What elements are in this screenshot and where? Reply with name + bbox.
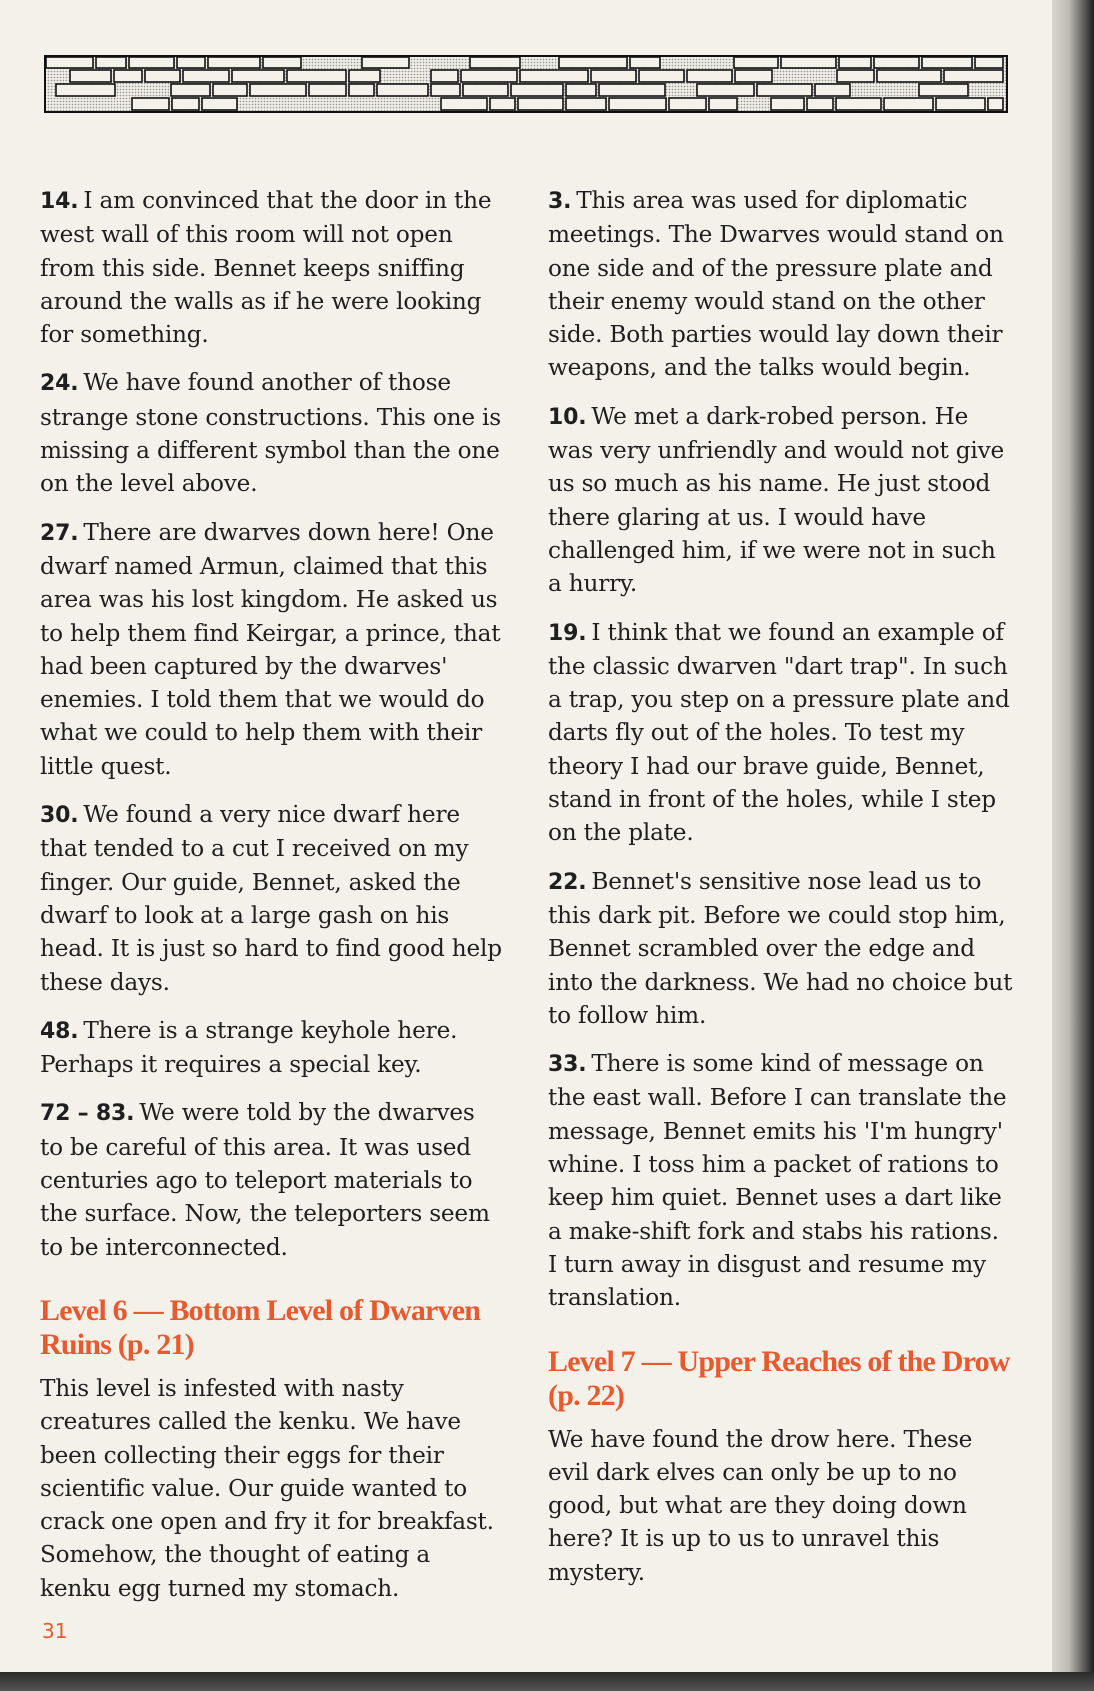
level-7-heading: Level 7 — Upper Reaches of the Drow (p. 22): [548, 1344, 1010, 1412]
entry-number: 72 – 83.: [40, 1101, 135, 1127]
entry-text: Bennet's sensitive nose lead us to this dark pit. Before we could stop him, Bennet scrambled over the edge and into the darkness. We had no choice but to follow him.: [548, 867, 1013, 1029]
entry-number: 22.: [548, 869, 587, 895]
scan-shadow: [0, 1672, 1094, 1691]
entry-text: We have found another of those strange stone constructions. This one is missing a different symbol than the one on the level above.: [40, 369, 501, 498]
entry-text: This area was used for diplomatic meetings. The Dwarves would stand on one side and of the pressure plate and their enemy would stand on the other side. Both parties would lay down their weapons, and the talks would begin.: [548, 187, 1004, 382]
entry-paragraph: [548, 184, 1013, 385]
level-6-heading: Level 6 — Bottom Level of Dwarven Ruins (p. 21): [40, 1293, 481, 1361]
entry-text: We found a very nice dwarf here that tended to a cut I received on my finger. Our guide, Bennet, asked the dwarf to look at a large gash on his head. It is just so hard to find good help these days.: [40, 801, 502, 996]
entry-paragraph: [548, 616, 1013, 850]
level-6-paragraph: This level is infested with nasty creatures called the kenku. We have been collecting their eggs for their scientific value. Our guide wanted to crack one open and fry it for breakfast. Somehow, the thought of eating a kenku egg turned my stomach.: [40, 1374, 494, 1602]
entry-paragraph: [40, 366, 502, 500]
entry-number: 27.: [40, 520, 79, 546]
entry-number: 30.: [40, 803, 79, 829]
entry-number: 14.: [40, 189, 79, 214]
page-number: 31: [42, 1619, 68, 1643]
entry-paragraph: [40, 1014, 502, 1082]
entry-paragraph: [548, 400, 1013, 601]
entry-number: 48.: [40, 1018, 79, 1044]
entry-text: I am convinced that the door in the west wall of this room will not open from this side. Bennet keeps sniffing around the walls as if he were looking for something.: [40, 187, 492, 349]
entry-paragraph: [40, 516, 502, 783]
entry-paragraph: [40, 1096, 502, 1263]
stone-wall-banner: [44, 55, 1008, 113]
page-edge: [1052, 0, 1094, 1691]
entry-number: 3.: [548, 189, 572, 214]
left-column: [40, 184, 502, 1620]
entry-number: 24.: [40, 371, 79, 397]
entry-paragraph: [40, 798, 502, 999]
entry-text: I think that we found an example of the classic dwarven "dart trap". In such a trap, you step on a pressure plate and darts fly out of the holes. To test my theory I had our brave guide, Bennet, stand in front of the holes, while I step on the plate.: [548, 618, 1010, 847]
entry-paragraph: [40, 184, 502, 351]
entry-number: 10.: [548, 404, 587, 430]
level-7-paragraph: We have found the drow here. These evil dark elves can only be up to no good, but what are they doing down here? It is up to us to unravel this mystery.: [548, 1425, 973, 1586]
entry-paragraph: [548, 865, 1013, 1032]
entry-text: There is some kind of message on the east wall. Before I can translate the message, Bennet emits his 'I'm hungry' whine. I toss him a packet of rations to keep him quiet. Bennet uses a dart like a make-shift fork and stabs his rations. I turn away in disgust and resume my translation.: [548, 1050, 1007, 1312]
entry-number: 33.: [548, 1052, 587, 1078]
entry-text: There is a strange keyhole here. Perhaps it requires a special key.: [40, 1016, 458, 1079]
entry-text: We met a dark-robed person. He was very unfriendly and would not give us so much as his name. He just stood there glaring at us. I would have challenged him, if we were not in such a hurry.: [548, 402, 1005, 598]
entry-paragraph: [548, 1047, 1013, 1314]
right-column: [548, 184, 1013, 1604]
entry-number: 19.: [548, 620, 587, 646]
entry-text: We were told by the dwarves to be careful of this area. It was used centuries ago to teleport materials to the surface. Now, the teleporters seem to be interconnected.: [40, 1099, 490, 1261]
entry-text: There are dwarves down here! One dwarf named Armun, claimed that this area was his lost kingdom. He asked us to help them find Keirgar, a prince, that had been captured by the dwarves' enemies. I told them that we would do what we could to help them with their little quest.: [40, 518, 501, 780]
